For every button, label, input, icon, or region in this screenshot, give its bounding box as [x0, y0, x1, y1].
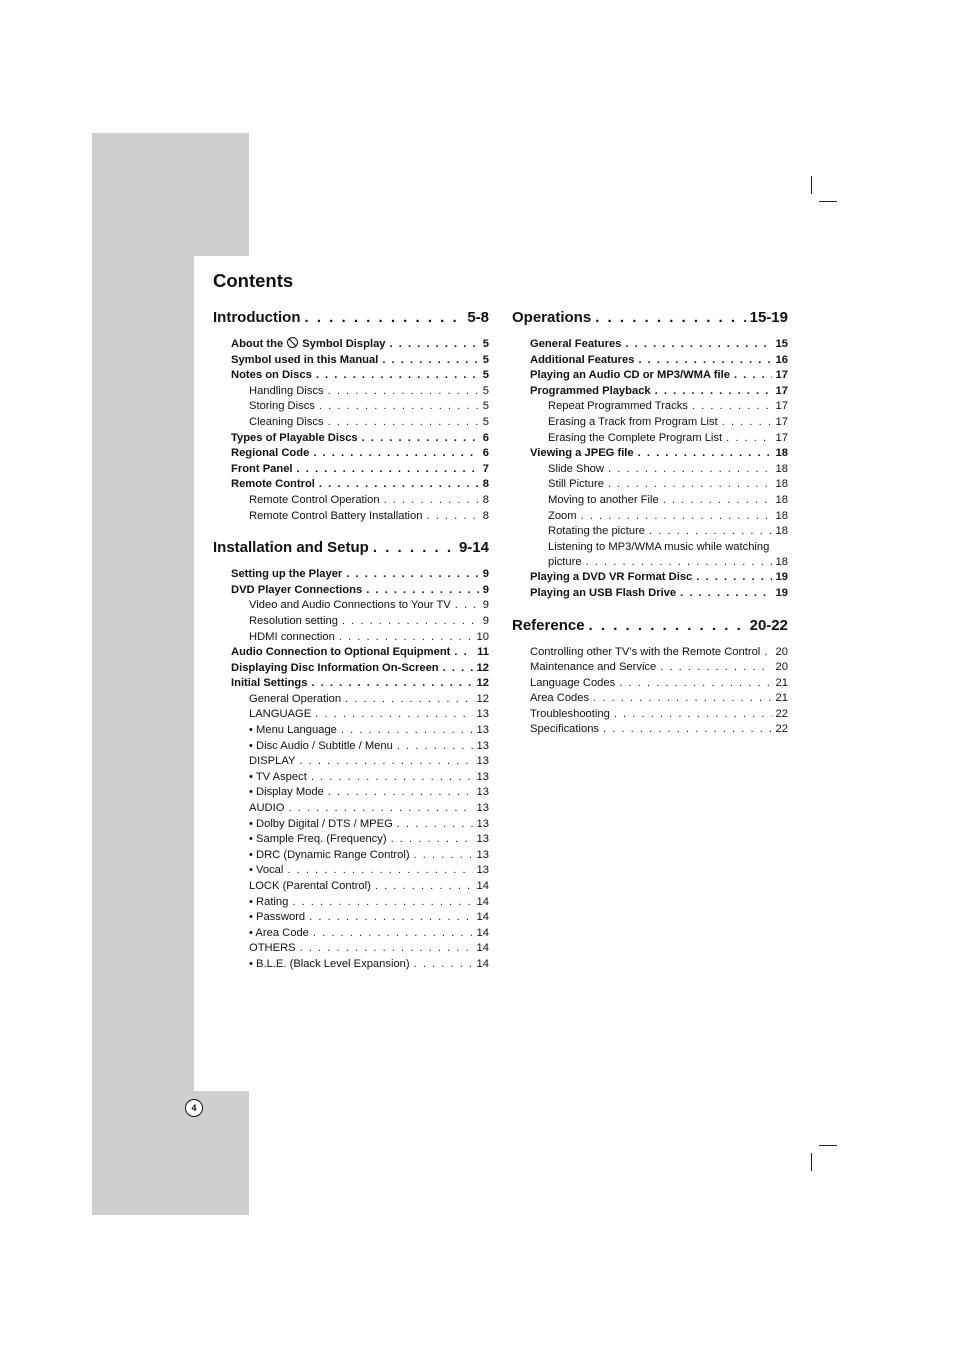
dot-leader	[345, 692, 473, 708]
toc-entry	[213, 910, 489, 926]
toc-entry-label: Video and Audio Connections to Your TV	[249, 599, 451, 612]
toc-entry-list	[213, 567, 489, 972]
toc-entry-label: Playing a DVD VR Format Disc	[530, 571, 693, 584]
dot-leader	[764, 645, 771, 661]
dot-leader	[319, 477, 479, 493]
dot-leader	[328, 384, 479, 400]
toc-entry-label: • Sample Freq. (Frequency)	[249, 833, 387, 846]
toc-entry	[213, 879, 489, 895]
toc-entry	[213, 957, 489, 973]
dot-leader	[346, 567, 478, 583]
toc-entry-label: picture	[548, 555, 582, 568]
toc-entry	[213, 832, 489, 848]
toc-entry-label: • Disc Audio / Subtitle / Menu	[249, 739, 393, 752]
toc-entry	[512, 399, 788, 415]
dot-leader	[608, 477, 772, 493]
toc-entry-list	[512, 645, 788, 739]
toc-entry-label: Still Picture	[548, 478, 604, 491]
dot-leader	[414, 848, 473, 864]
toc-entry-label: AUDIO	[249, 802, 285, 815]
toc-entry-page: 9	[482, 568, 489, 581]
toc-entry	[213, 477, 489, 493]
toc-entry-label: Notes on Discs	[231, 369, 312, 382]
toc-entry-page: 17	[775, 384, 788, 397]
toc-entry	[213, 353, 489, 369]
toc-entry-label: Remote Control	[231, 478, 315, 491]
toc-entry-label: Cleaning Discs	[249, 415, 324, 428]
toc-entry-page: 18	[775, 555, 788, 568]
toc-entry-page: 13	[476, 755, 489, 768]
crop-mark	[811, 176, 812, 194]
dot-leader	[734, 368, 772, 384]
dot-leader	[581, 509, 772, 525]
toc-entry	[512, 524, 788, 540]
dot-leader	[384, 493, 479, 509]
toc-entry	[213, 739, 489, 755]
dot-leader	[299, 754, 472, 770]
toc-entry-page: 13	[476, 739, 489, 752]
toc-entry	[512, 384, 788, 400]
section-heading-pages: 20-22	[749, 616, 788, 634]
dot-leader	[315, 707, 472, 723]
toc-entry-page: 13	[476, 724, 489, 737]
toc-entry	[512, 586, 788, 602]
toc-entry-label: • Area Code	[249, 926, 309, 939]
toc-entry-page: 13	[476, 786, 489, 799]
toc-entry-label: Zoom	[548, 509, 577, 522]
dot-leader	[390, 337, 479, 353]
toc-entry-page: 21	[775, 692, 788, 705]
toc-entry-page: 9	[482, 583, 489, 596]
section-heading-pages: 9-14	[458, 539, 489, 557]
toc-entry	[512, 368, 788, 384]
dot-leader	[288, 801, 472, 817]
toc-entry	[213, 583, 489, 599]
toc-entry-label: • Rating	[249, 895, 289, 908]
toc-entry-page: 11	[477, 646, 489, 659]
dot-leader	[366, 583, 479, 599]
toc-entry-page: 13	[476, 817, 489, 830]
toc-entry	[213, 801, 489, 817]
dot-leader	[316, 368, 479, 384]
toc-entry-label: • Vocal	[249, 864, 284, 877]
toc-entry	[213, 431, 489, 447]
toc-entry	[512, 446, 788, 462]
toc-entry-page: 20	[775, 661, 788, 674]
dot-leader	[726, 431, 771, 447]
dot-leader	[649, 524, 772, 540]
toc-entry-page: 14	[476, 957, 489, 970]
toc-entry-label: Controlling other TV’s with the Remote Control	[530, 645, 761, 658]
toc-entry-label: Storing Discs	[249, 400, 315, 413]
toc-entry-page: 17	[775, 431, 788, 444]
dot-leader	[586, 555, 772, 571]
toc-left-column	[213, 308, 489, 973]
toc-entry-page: 22	[775, 723, 788, 736]
toc-entry-page: 18	[775, 447, 788, 460]
crop-mark	[811, 1153, 812, 1171]
section-heading-title: Installation and Setup	[213, 539, 369, 557]
toc-entry	[512, 509, 788, 525]
toc-entry-label: About the Symbol Display	[231, 338, 386, 350]
toc-entry	[512, 431, 788, 447]
toc-entry	[512, 462, 788, 478]
dot-leader	[443, 661, 473, 677]
toc-entry	[213, 926, 489, 942]
toc-entry-label: Audio Connection to Optional Equipment	[231, 646, 451, 659]
toc-entry	[213, 399, 489, 415]
toc-entry-page: 5	[482, 400, 489, 413]
dot-leader	[300, 941, 473, 957]
dot-leader	[625, 337, 771, 353]
toc-entry-label: LOCK (Parental Control)	[249, 880, 371, 892]
dot-leader	[328, 415, 479, 431]
dot-leader	[375, 879, 473, 895]
dot-leader	[382, 353, 478, 369]
margin-band-top	[92, 133, 249, 256]
section-heading	[213, 308, 489, 328]
toc-entry-label: Playing an Audio CD or MP3/WMA file	[530, 369, 730, 382]
dot-leader	[319, 399, 479, 415]
dot-leader	[309, 910, 472, 926]
toc-entry-label: General Features	[530, 338, 622, 350]
toc-entry	[213, 645, 489, 661]
toc-entry	[213, 614, 489, 630]
toc-entry-label: DISPLAY	[249, 755, 296, 768]
toc-entry-page: 5	[482, 338, 489, 350]
toc-entry	[512, 707, 788, 723]
crop-mark	[819, 1145, 837, 1146]
toc-entry-page: 9	[482, 599, 489, 612]
dot-leader	[608, 462, 772, 478]
dot-leader	[362, 431, 479, 447]
dot-leader	[339, 630, 473, 646]
toc-entry-page: 12	[476, 677, 489, 690]
toc-entry-label: • TV Aspect	[249, 770, 307, 783]
toc-entry	[213, 723, 489, 739]
toc-entry-page: 16	[775, 353, 788, 366]
toc-entry-label: OTHERS	[249, 942, 296, 955]
toc-entry	[213, 337, 489, 353]
dot-leader	[373, 538, 455, 558]
toc-entry-page: 13	[476, 770, 489, 783]
toc-entry-page: 14	[476, 895, 489, 908]
toc-entry	[213, 384, 489, 400]
toc-entry-page: 13	[476, 802, 489, 815]
section-heading-title: Introduction	[213, 309, 301, 326]
dot-leader	[304, 308, 463, 328]
toc-entry	[512, 353, 788, 369]
toc-entry	[213, 754, 489, 770]
section-heading-title: Reference	[512, 616, 585, 634]
toc-entry-label: Erasing the Complete Program List	[548, 431, 723, 444]
toc-entry-label: Language Codes	[530, 676, 616, 689]
toc-entry	[213, 661, 489, 677]
toc-entry	[213, 895, 489, 911]
toc-entry-page: 15	[775, 338, 788, 350]
toc-entry	[213, 707, 489, 723]
toc-entry	[213, 770, 489, 786]
disc-symbol-icon	[287, 337, 298, 348]
toc-entry-label: Moving to another File	[548, 493, 659, 506]
toc-entry	[213, 415, 489, 431]
toc-right-column	[512, 308, 788, 738]
toc-entry-label: Viewing a JPEG file	[530, 447, 634, 460]
dot-leader	[722, 415, 772, 431]
dot-leader	[638, 446, 772, 462]
toc-entry	[512, 415, 788, 431]
toc-entry-page: 17	[775, 400, 788, 413]
dot-leader	[391, 832, 473, 848]
toc-entry-label: • B.L.E. (Black Level Expansion)	[249, 957, 410, 970]
toc-entry-page: 13	[476, 848, 489, 861]
toc-entry-label: Initial Settings	[231, 677, 308, 690]
toc-entry-page: 10	[476, 630, 489, 643]
toc-entry	[512, 660, 788, 676]
toc-entry-label: Remote Control Operation	[249, 493, 380, 506]
crop-mark	[819, 201, 837, 202]
toc-entry-page: 6	[482, 431, 489, 444]
toc-entry-page: 22	[775, 707, 788, 720]
toc-entry-page: 19	[775, 571, 788, 584]
toc-entry-label: Handling Discs	[249, 384, 324, 397]
toc-entry-label: Resolution setting	[249, 614, 338, 627]
dot-leader	[427, 509, 479, 525]
dot-leader	[454, 645, 473, 661]
toc-entry-label: • Menu Language	[249, 724, 337, 737]
toc-entry	[213, 493, 489, 509]
toc-entry-page: 12	[476, 661, 489, 674]
toc-entry-label: Additional Features	[530, 353, 635, 366]
toc-entry	[512, 691, 788, 707]
dot-leader	[595, 308, 745, 328]
toc-entry-label: • Display Mode	[249, 786, 324, 799]
toc-entry	[213, 817, 489, 833]
section-heading	[512, 616, 788, 636]
toc-entry	[213, 598, 489, 614]
toc-entry-page: 14	[476, 911, 489, 924]
toc-entry-page: 8	[482, 478, 489, 491]
toc-entry	[213, 630, 489, 646]
toc-entry-label: Listening to MP3/WMA music while watching	[548, 540, 770, 553]
dot-leader	[311, 676, 472, 692]
toc-entry	[213, 941, 489, 957]
toc-entry-list	[512, 337, 788, 602]
page-number: 4	[185, 1099, 203, 1117]
dot-leader	[593, 691, 771, 707]
toc-entry-page: 5	[482, 369, 489, 382]
toc-entry	[512, 645, 788, 661]
toc-entry-page: 21	[775, 676, 788, 689]
toc-entry	[213, 676, 489, 692]
toc-entry-label: • Dolby Digital / DTS / MPEG	[249, 817, 393, 830]
dot-leader	[663, 493, 772, 509]
page-title: Contents	[213, 270, 294, 291]
toc-entry-page: 13	[476, 708, 489, 721]
dot-leader	[696, 570, 771, 586]
section-heading-pages: 15-19	[749, 309, 788, 326]
toc-entry-page: 5	[482, 353, 489, 366]
dot-leader	[397, 817, 473, 833]
toc-entry-page: 20	[775, 645, 788, 658]
toc-entry-page: 14	[476, 926, 489, 939]
toc-entry-label: DVD Player Connections	[231, 583, 363, 596]
toc-entry-page: 5	[482, 415, 489, 428]
dot-leader	[341, 723, 473, 739]
toc-entry-page: 18	[775, 462, 788, 475]
margin-band-bottom	[92, 1091, 249, 1215]
toc-entry-label: Front Panel	[231, 462, 293, 475]
dot-leader	[297, 462, 479, 478]
dot-leader	[292, 895, 472, 911]
toc-entry	[213, 692, 489, 708]
toc-entry	[213, 863, 489, 879]
section-heading-pages: 5-8	[467, 309, 489, 326]
section-heading-title: Operations	[512, 309, 592, 326]
toc-entry-label: Symbol used in this Manual	[231, 353, 379, 366]
toc-entry-page: 13	[476, 833, 489, 846]
toc-entry-page: 8	[482, 509, 489, 522]
toc-entry-page: 17	[775, 369, 788, 382]
toc-entry-label: General Operation	[249, 692, 342, 705]
toc-entry-page: 12	[476, 692, 489, 705]
toc-entry-page: 6	[482, 447, 489, 460]
dot-leader	[638, 353, 771, 369]
toc-entry-label: Displaying Disc Information On-Screen	[231, 661, 439, 674]
toc-entry-page: 18	[775, 525, 788, 538]
toc-entry-page: 14	[476, 880, 489, 892]
toc-entry-page: 9	[482, 614, 489, 627]
toc-entry-label: • Password	[249, 911, 306, 924]
dot-leader	[660, 660, 771, 676]
dot-leader	[287, 863, 472, 879]
dot-leader	[328, 785, 473, 801]
toc-entry	[512, 722, 788, 738]
dot-leader	[589, 616, 746, 636]
dot-leader	[414, 957, 473, 973]
toc-entry-label: Area Codes	[530, 692, 590, 705]
dot-leader	[455, 598, 479, 614]
toc-entry-label: Slide Show	[548, 462, 604, 475]
toc-entry	[213, 368, 489, 384]
toc-entry	[512, 477, 788, 493]
toc-entry-label: Repeat Programmed Tracks	[548, 400, 688, 413]
toc-entry-page: 13	[476, 864, 489, 877]
dot-leader	[311, 770, 473, 786]
toc-entry-page: 18	[775, 509, 788, 522]
toc-entry-page: 7	[482, 462, 489, 475]
toc-entry-label: • DRC (Dynamic Range Control)	[249, 848, 410, 861]
toc-entry-label: Setting up the Player	[231, 568, 343, 581]
section-heading	[213, 538, 489, 558]
toc-entry	[213, 567, 489, 583]
toc-entry-page: 14	[476, 942, 489, 955]
dot-leader	[619, 676, 771, 692]
toc-entry	[213, 785, 489, 801]
dot-leader	[603, 722, 772, 738]
toc-entry	[213, 462, 489, 478]
dot-leader	[342, 614, 479, 630]
dot-leader	[655, 384, 772, 400]
dot-leader	[313, 446, 478, 462]
dot-leader	[680, 586, 771, 602]
toc-entry	[213, 848, 489, 864]
dot-leader	[397, 739, 473, 755]
toc-entry	[512, 337, 788, 353]
margin-band-left	[92, 256, 194, 1091]
toc-entry	[213, 509, 489, 525]
toc-entry-label: Regional Code	[231, 447, 310, 460]
toc-entry-label: LANGUAGE	[249, 708, 312, 721]
toc-entry-label: Erasing a Track from Program List	[548, 415, 718, 428]
toc-entry-label: Troubleshooting	[530, 707, 610, 720]
toc-entry-page: 19	[775, 586, 788, 599]
toc-entry-page: 17	[775, 415, 788, 428]
toc-entry-label: Playing an USB Flash Drive	[530, 586, 677, 599]
toc-entry-label: Types of Playable Discs	[231, 431, 358, 444]
toc-entry	[512, 493, 788, 509]
toc-entry	[213, 446, 489, 462]
section-heading	[512, 308, 788, 328]
toc-entry	[512, 570, 788, 586]
toc-entry-label: Programmed Playback	[530, 384, 651, 397]
toc-entry-page: 18	[775, 493, 788, 506]
toc-entry-label: Specifications	[530, 723, 600, 736]
toc-entry-page: 5	[482, 384, 489, 397]
toc-entry-label: Rotating the picture	[548, 525, 646, 538]
toc-entry-list	[213, 337, 489, 524]
toc-entry	[512, 676, 788, 692]
toc-entry	[512, 555, 788, 571]
toc-entry-page: 8	[482, 493, 489, 506]
toc-entry-label: Remote Control Battery Installation	[249, 509, 423, 522]
toc-entry-page: 18	[775, 478, 788, 491]
dot-leader	[692, 399, 772, 415]
toc-entry-label: Maintenance and Service	[530, 661, 657, 674]
toc-entry-label: HDMI connection	[249, 630, 335, 643]
dot-leader	[313, 926, 473, 942]
dot-leader	[614, 707, 772, 723]
toc-entry	[512, 540, 788, 555]
